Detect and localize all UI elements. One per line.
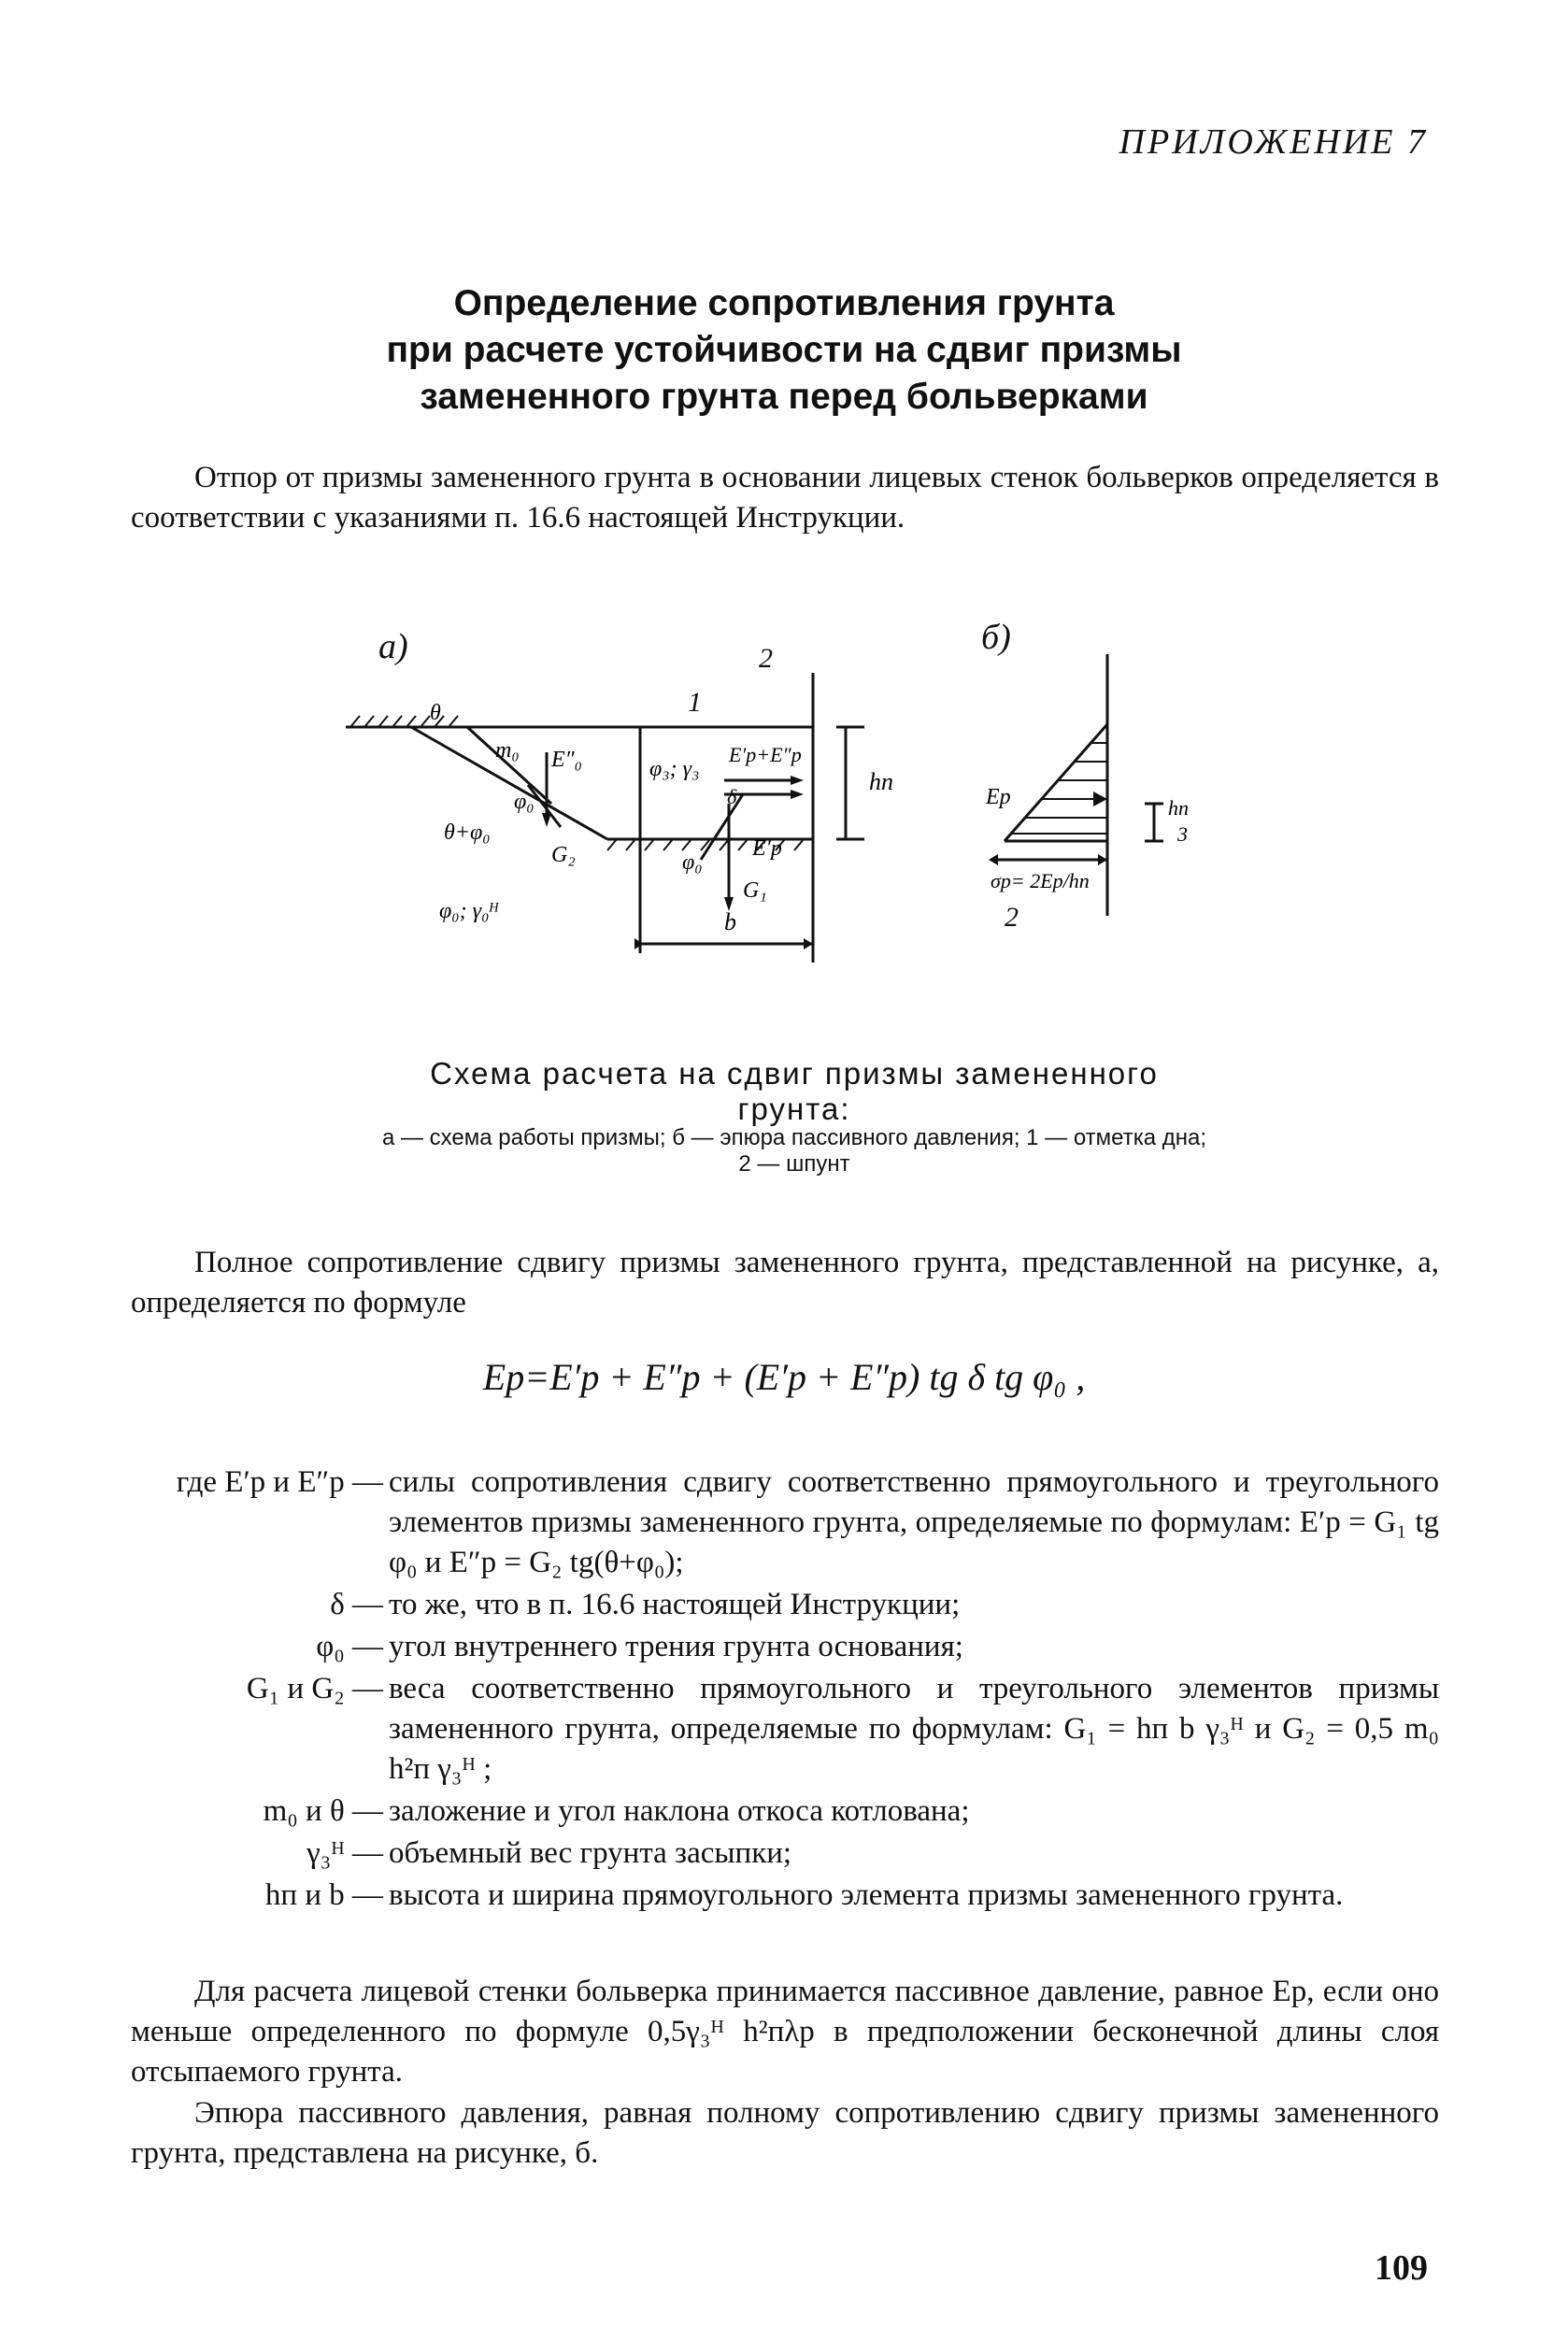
definition-row <box>131 1462 1439 1583</box>
title-line-1: Определение сопротивления грунта <box>453 283 1115 323</box>
definition-row <box>131 1833 1439 1874</box>
intro-paragraph: Отпор от призмы замененного грунта в основании лицевых стенок больверков определяется в соответствии с указаниями п. 16.6 настоящей Инструкции. <box>131 461 1439 535</box>
definition-term: где E′p и E″p — <box>176 1465 383 1499</box>
definition-text: то же, что в п. 16.6 настоящей Инструкции; <box>389 1588 961 1621</box>
fig-a-hn: hп <box>869 768 893 795</box>
fig-a-Ep-prime: E′p <box>752 836 782 861</box>
fig-a-G1: G₁ <box>743 878 767 903</box>
definition-text: высота и ширина прямоугольного элемента призмы замененного грунта. <box>389 1878 1344 1912</box>
definition-row <box>131 1669 1439 1790</box>
passive-pressure-paragraph: Для расчета лицевой стенки больверка принимается пассивное давление, равное Ep, если оно меньше определенного по формуле 0,5γ₃ᴴ h²пλp в предположении бесконечной длины слоя отсыпаемого грунта. <box>131 1975 1439 2089</box>
figure-legend: а — схема работы призмы; б — эпюра пассивного давления; 1 — отметка дна; 2 — шпунт <box>381 1125 1207 1177</box>
fig-a-Ep-sum: E′p+E″p <box>729 743 802 766</box>
fig-a-theta-phi: θ+φ₀ <box>444 820 491 845</box>
definitions-list <box>131 1462 1439 1918</box>
fig-b-sigma: σp= 2Ep/hп <box>991 869 1090 892</box>
definition-row <box>131 1627 1439 1667</box>
definition-row <box>131 1585 1439 1625</box>
figure-a-label: а) <box>378 627 408 666</box>
page-number: 109 <box>1375 2248 1428 2288</box>
definition-text: силы сопротивления сдвигу соответственно прямоугольного и треугольного элементов призмы замененного грунта, определяемые по формулам: E′p = G₁ tg φ₀ и E″p = G₂ tg(θ+φ₀); <box>389 1465 1439 1579</box>
fig-b-hn3-top: hп <box>1168 796 1189 820</box>
figure-b-label: б) <box>981 618 1011 657</box>
fig-a-phi-gamma0: φ₀; γ₀ᴴ <box>439 899 497 923</box>
definition-term: G₁ и G₂ — <box>246 1672 383 1705</box>
full-resistance-paragraph: Полное сопротивление сдвигу призмы замененного грунта, представленной на рисунке, а, определяется по формуле <box>131 1246 1439 1320</box>
fig-a-E0pp: E″₀ <box>551 748 582 772</box>
definition-term: δ — <box>330 1588 383 1621</box>
fig-a-phi0: φ₀ <box>514 790 535 814</box>
fig-b-hn3-bot: 3 <box>1177 822 1188 846</box>
definition-term: hп и b — <box>264 1878 383 1912</box>
definition-text: заложение и угол наклона откоса котлована; <box>389 1794 970 1828</box>
definition-text: объемный вес грунта засыпки; <box>389 1836 792 1870</box>
definition-text: угол внутреннего трения грунта основания; <box>389 1630 963 1663</box>
definition-term: m₀ и θ — <box>263 1794 383 1828</box>
fig-b-Ep: Ep <box>986 785 1011 809</box>
main-formula: Ep=E′p + E″p + (E′p + E″p) tg δ tg φ₀ , <box>482 1356 1086 1398</box>
figure-num-2: 2 <box>759 643 773 674</box>
fig-a-m0: m₀ <box>495 738 520 763</box>
definition-row <box>131 1876 1439 1916</box>
figure-a-diagram <box>327 617 893 991</box>
fig-a-delta: δ <box>727 785 737 808</box>
definition-term: φ₀ — <box>316 1630 383 1663</box>
definition-term: γ₃ᴴ — <box>306 1836 383 1870</box>
definition-row <box>131 1791 1439 1832</box>
fig-a-phi0b: φ₀ <box>682 850 703 875</box>
figure-num-1: 1 <box>688 687 702 718</box>
figure-caption: Схема расчета на сдвиг призмы замененного грунта: <box>430 1056 1159 1126</box>
title-line-3: замененного грунта перед больверками <box>420 377 1148 417</box>
figure-b-diagram <box>953 617 1233 972</box>
page-title <box>0 280 1568 421</box>
fig-a-b: b <box>724 908 736 935</box>
appendix-heading: ПРИЛОЖЕНИЕ 7 <box>1119 122 1428 162</box>
fig-a-G2: G₂ <box>551 843 576 867</box>
fig-a-phi-gamma3: φ₃; γ₃ <box>649 757 700 781</box>
title-line-2: при расчете устойчивости на сдвиг призмы <box>386 330 1182 370</box>
figure-b-num-2: 2 <box>1005 902 1019 933</box>
fig-a-theta: θ <box>430 701 441 725</box>
definition-text: веса соответственно прямоугольного и треугольного элементов призмы замененного грунта, определяемые по формулам: G₁ = hп b γ₃ᴴ и G₂ = 0,5 m₀ h²п γ₃ᴴ ; <box>389 1672 1439 1786</box>
epure-paragraph: Эпюра пассивного давления, равная полному сопротивлению сдвигу призмы замененного грунта, представлена на рисунке, б. <box>131 2096 1439 2170</box>
